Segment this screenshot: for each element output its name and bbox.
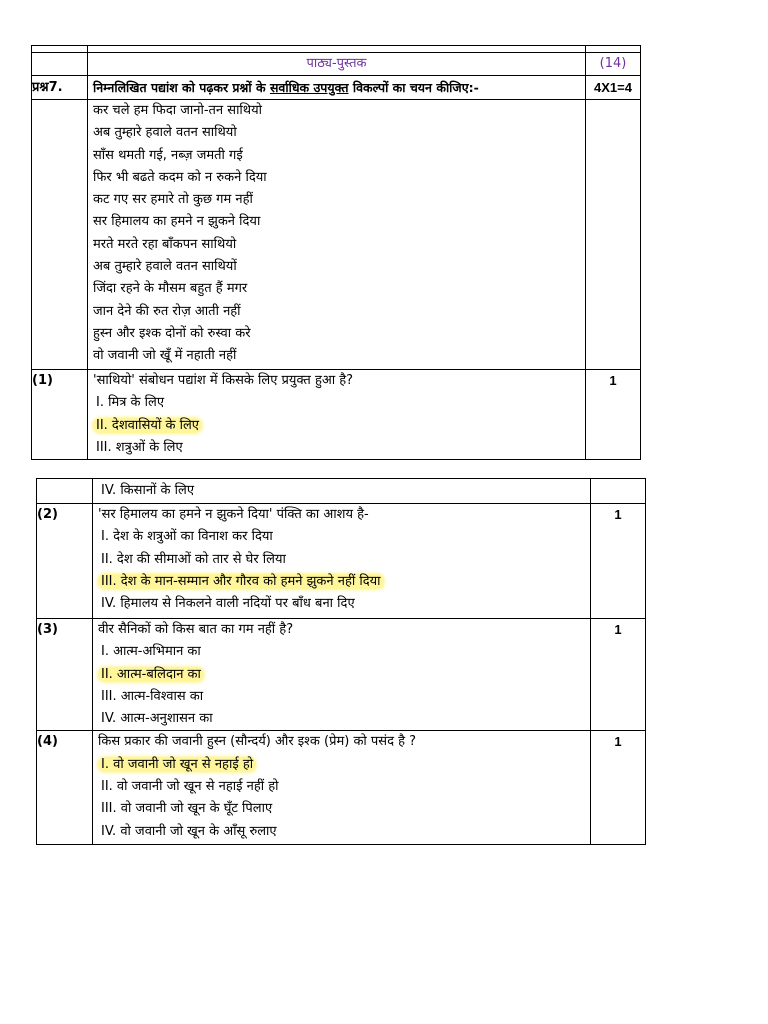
subquestion-marks: 1 <box>586 370 641 460</box>
answer-option-text: II. देश की सीमाओं को तार से घेर लिया <box>101 551 286 567</box>
answer-option-text: IV. हिमालय से निकलने वाली नदियों पर बाँध बना दिए <box>101 596 355 612</box>
question-table-2 <box>36 478 646 845</box>
answer-option-text: I. मित्र के लिए <box>96 395 165 411</box>
poem-line: कट गए सर हमारे तो कुछ गम नहीं <box>93 192 253 208</box>
answer-option <box>93 708 590 730</box>
question-row <box>37 619 646 731</box>
poem-line: जिंदा रहने के मौसम बहुत हैं मगर <box>93 281 248 297</box>
instruction-after: विकल्पों का चयन कीजिए:- <box>348 80 479 95</box>
question-header-row <box>32 76 641 100</box>
answer-option <box>93 479 590 503</box>
subquestion-marks: 1 <box>591 504 646 619</box>
question-text: वीर सैनिकों को किस बात का गम नहीं है? <box>98 622 294 637</box>
question-cell <box>93 504 591 619</box>
instruction-cell <box>88 76 586 100</box>
answer-option-text: II. वो जवानी जो खून से नहाई नहीं हो <box>101 779 279 795</box>
table-cell <box>586 46 641 53</box>
poem-line: हुस्न और इश्क दोनों को रुस्वा करे <box>93 325 251 341</box>
answer-option <box>88 392 585 414</box>
question-row <box>37 504 646 619</box>
table-cell <box>586 100 641 370</box>
table-cell <box>32 53 88 76</box>
poem-line: मरते मरते रहा बाँकपन साथियो <box>93 236 237 252</box>
answer-option-text: II. देशवासियों के लिए <box>93 418 202 433</box>
subquestion-number: (2) <box>37 504 93 619</box>
table-cell <box>88 46 586 53</box>
answer-option-text: III. आत्म-विश्वास का <box>101 688 204 704</box>
question-cell <box>88 370 586 460</box>
question-cell <box>93 479 591 504</box>
poem-line: अब तुम्हारे हवाले वतन साथियो <box>93 125 237 141</box>
instruction-text <box>88 76 585 99</box>
answer-option-text: III. देश के मान-सम्मान और गौरव को हमने झुकने नहीं दिया <box>98 574 384 589</box>
answer-option-text: III. वो जवानी जो खून के घूँट पिलाए <box>101 801 273 817</box>
answer-option-text: II. आत्म-बलिदान का <box>98 667 204 682</box>
answer-option <box>93 776 590 798</box>
table-cell <box>37 479 93 504</box>
poem-line: जान देने की रुत रोज़ आती नहीं <box>93 303 241 319</box>
answer-option <box>88 415 585 437</box>
answer-option-text: I. आत्म-अभिमान का <box>101 644 201 660</box>
answer-option <box>93 641 590 663</box>
poem-line: अब तुम्हारे हवाले वतन साथियों <box>93 259 237 275</box>
table-cell <box>591 479 646 504</box>
poem-row <box>32 100 641 370</box>
poem-line: सर हिमालय का हमने न झुकने दिया <box>93 214 261 230</box>
answer-option-text: I. वो जवानी जो खून से नहाई हो <box>98 757 256 772</box>
subquestion-number: (4) <box>37 731 93 845</box>
table-cell <box>32 100 88 370</box>
instruction-before: निम्नलिखित पद्यांश को पढ़कर प्रश्नों के <box>93 80 270 95</box>
subquestion-marks: 1 <box>591 619 646 731</box>
answer-option <box>93 526 590 548</box>
section-title: पाठ्य-पुस्तक <box>88 53 586 76</box>
answer-option <box>88 437 585 459</box>
continued-option-row <box>37 479 646 504</box>
poem-line: वो जवानी जो खूँ में नहाती नहीं <box>93 348 237 364</box>
table-row <box>32 46 641 53</box>
subquestion-number: (3) <box>37 619 93 731</box>
poem-cell <box>88 100 586 370</box>
answer-option-text: IV. वो जवानी जो खून के आँसू रुलाए <box>101 823 277 839</box>
answer-option <box>93 593 590 615</box>
answer-option-text: IV. आत्म-अनुशासन का <box>101 711 213 727</box>
answer-option <box>93 571 590 593</box>
poem-line: फिर भी बढते कदम को न रुकने दिया <box>93 169 267 185</box>
subquestion-marks: 1 <box>591 731 646 845</box>
question-cell <box>93 731 591 845</box>
question-number: प्रश्न7. <box>32 76 88 100</box>
answer-option-text: III. शत्रुओं के लिए <box>96 439 183 455</box>
subquestion-number: (1) <box>32 370 88 460</box>
section-header-row <box>32 53 641 76</box>
table-cell <box>32 46 88 53</box>
question-cell <box>93 619 591 731</box>
answer-option <box>93 664 590 686</box>
question-text: किस प्रकार की जवानी हुस्न (सौन्दर्य) और इश्क (प्रेम) को पसंद है ? <box>98 734 417 750</box>
answer-option <box>93 686 590 708</box>
answer-option <box>93 549 590 571</box>
answer-option <box>93 754 590 776</box>
instruction-underlined: सर्वाधिक उपयुक्त <box>269 80 349 95</box>
question-table-1 <box>31 45 641 460</box>
answer-option <box>93 821 590 843</box>
question-text: 'साथियो' संबोधन पद्यांश में किसके लिए प्रयुक्त हुआ है? <box>93 373 354 388</box>
question-marks: 4X1=4 <box>586 76 641 100</box>
question-row <box>37 731 646 845</box>
section-marks: (14) <box>586 53 641 76</box>
poem-line: कर चले हम फिदा जानो-तन साथियो <box>93 103 263 118</box>
answer-option <box>93 798 590 820</box>
answer-option-text: IV. किसानों के लिए <box>101 483 195 498</box>
question-row <box>32 370 641 460</box>
poem-line: साँस थमती गई, नब्ज़ जमती गई <box>93 147 243 163</box>
answer-option-text: I. देश के शत्रुओं का विनाश कर दिया <box>101 529 273 545</box>
question-text: 'सर हिमालय का हमने न झुकने दिया' पंक्ति का आशय है- <box>98 507 369 522</box>
